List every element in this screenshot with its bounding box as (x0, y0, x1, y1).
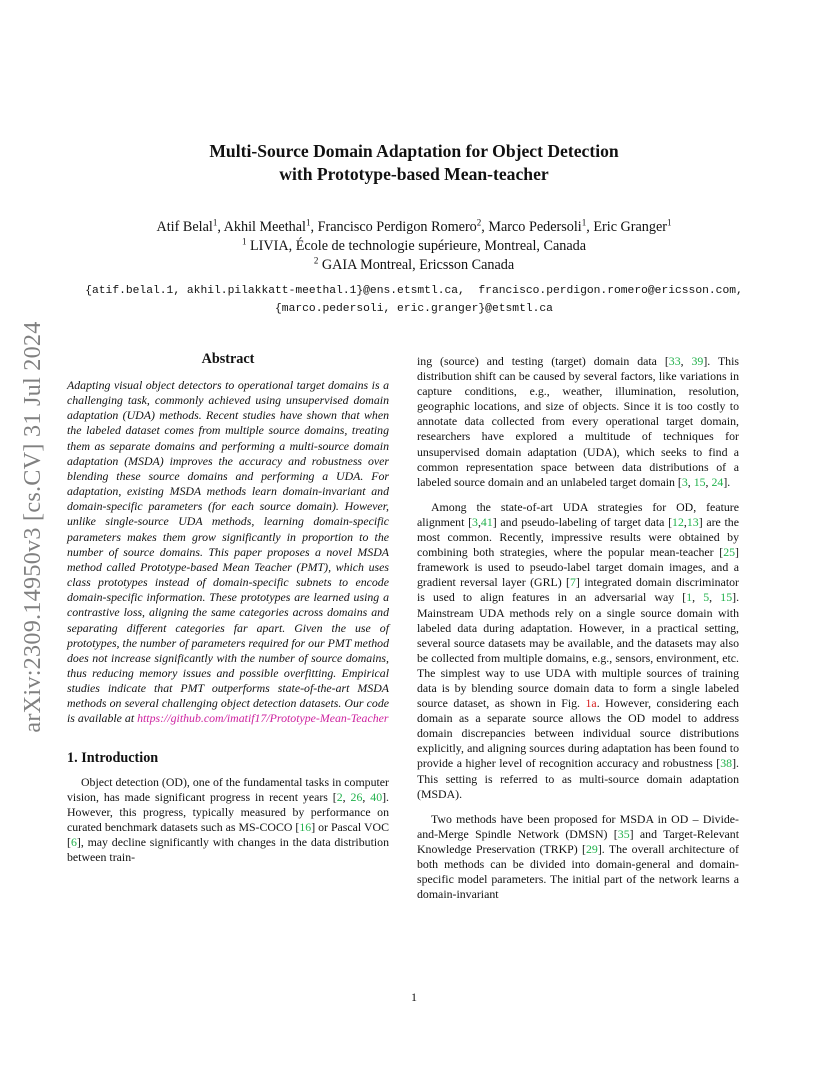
citation-link[interactable]: 7 (569, 575, 576, 590)
affiliation-2 (0, 256, 828, 275)
arxiv-stamp (16, 296, 50, 758)
citation-link[interactable]: 33 (668, 354, 681, 368)
citation-link[interactable]: 15 (720, 590, 733, 605)
affiliation-mark: 2 (313, 255, 319, 266)
citation-link[interactable]: 40 (370, 789, 383, 804)
author-name: Marco Pedersoli (488, 219, 582, 235)
code-link[interactable]: https://github.com/imatif17/Prototype-Mean-Teacher (137, 711, 389, 726)
affiliation-mark: 1 (241, 236, 247, 247)
citation-link[interactable]: 6 (70, 834, 77, 849)
citation-link[interactable]: 3 (472, 514, 478, 529)
citation-link[interactable]: 26 (350, 789, 363, 804)
author-block (0, 218, 828, 275)
citation-link[interactable]: 3 (681, 474, 688, 489)
title-line-2: with Prototype-based Mean-teacher (279, 164, 549, 184)
citation-link[interactable]: 38 (720, 756, 733, 771)
citation-link[interactable]: 25 (723, 545, 736, 560)
citation-link[interactable]: 41 (480, 514, 493, 529)
citation-link[interactable]: 13 (686, 514, 699, 529)
page-number: 1 (411, 990, 417, 1004)
author-affiliation-mark: 1 (212, 217, 218, 228)
citation-link[interactable]: 29 (585, 841, 598, 856)
citation-link[interactable]: 35 (617, 826, 630, 841)
email-block (0, 282, 828, 318)
citation-link[interactable]: 39 (691, 354, 704, 368)
affiliation-text: GAIA Montreal, Ericsson Canada (321, 257, 515, 273)
author-name: Akhil Meethal (223, 219, 306, 235)
figure-reference-link[interactable]: 1a (585, 696, 597, 711)
citation-link[interactable]: 1 (686, 590, 693, 605)
citation-link[interactable]: 12 (672, 514, 684, 529)
citation-link[interactable]: 5 (703, 590, 710, 605)
citation-link[interactable]: 24 (711, 474, 724, 489)
author-list: Atif Belal$^1$, Akhil Meethal$^1$, Francisco Perdigon Romero$^2$, Marco Pedersoli$^1$, Eric Granger$^1$ (156, 217, 672, 235)
intro-paragraph-2: ing (source) and testing (target) domain data [33, 39]. This distribution shift can be caused by several factors, like variations in capture conditions, e.g., weather, illumination, resolution, geographic locations, and size of objects. Since it is too costly to annotate data collected from every operational target domain, researchers have explored a multitude of techniques for unsupervised domain adaptation (UDA), which seeks to find a common representation space between data distributions of a labeled source domain and an unlabeled target domain [3, 15, 24]. (417, 354, 739, 489)
intro-paragraph-3: Among the state-of-art UDA strategies for OD, feature alignment [3,41] and pseudo-labeling of target data [12,13] are the most common. Recently, impressive results were obtained by combining both strategies, where the popular mean-teacher [25] framework is used to pseudo-label target domain images, and a gradient reversal layer (GRL) [7] integrated domain discriminator is used to align features in an adversarial way [1, 5, 15]. Mainstream UDA methods rely on a single source domain with labeled data during adaptation. However, in a practical setting, several source datasets may be available, and the datasets may also be collected from multiple domains, e.g., sensors, environment, etc. The simplest way to use UDA with multiple sources of training data is by blending source domain data to form a single labeled source dataset, as shown in Fig. 1a. However, considering each domain as a separate source allows the OD model to address domain discrepancies between individual source distributions explicitly, and aligning sources during adaptation has been found to provide a higher level of recognition accuracy and robustness [38]. This setting is referred to as multi-source domain adaptation (MSDA). (417, 499, 740, 801)
email-line-1: {atif.belal.1, akhil.pilakkatt-meethal.1}@ens.etsmtl.ca, francisco.perdigon.romero@ericsson.com, (85, 285, 743, 297)
citation-link[interactable]: 15 (693, 474, 706, 489)
author-affiliation-mark: 1 (667, 217, 672, 228)
section-heading-introduction: 1. Introduction (67, 749, 159, 766)
intro-paragraph-4: Two methods have been proposed for MSDA in OD – Divide-and-Merge Spindle Network (DMSN) [35] and Target-Relevant Knowledge Preservation (TRKP) [29]. The overall architecture of both methods can be divided into domain-general and domain-specific model parameters. The initial part of the network learns a domain-invariant (417, 811, 740, 902)
abstract-heading: Abstract (201, 351, 255, 367)
email-line-2: {marco.pedersoli, eric.granger}@etsmtl.ca (275, 303, 553, 315)
author-affiliation-mark: 1 (306, 217, 311, 228)
abstract-text (67, 378, 389, 727)
left-column (67, 350, 389, 865)
arxiv-stamp-text: arXiv:2309.14950v3 [cs.CV] 31 Jul 2024 (19, 321, 46, 733)
abstract-body: Adapting visual object detectors to operational target domains is a challenging task, commonly achieved using unsupervised domain adaptation (UDA) methods. Recent studies have shown that when the labeled dataset comes from multiple source domains, treating them as separate domains and performing a multi-source domain adaptation (MSDA) improves the accuracy and robustness over blending these source domains and performing a UDA. For adaptation, existing MSDA methods learn domain-invariant and domain-specific parameters (for each source domain). However, unlike single-source UDA methods, learning domain-specific parameters makes them grow significantly in proportion to the number of source domains. This paper proposes a novel MSDA method called Prototype-based Mean Teacher (PMT), which uses class prototypes instead of domain-specific subnets to encode domain-specific information. These prototypes are learned using a contrastive loss, aligning the same categories across domains and separating different categories far apart. Given the use of prototypes, the number of parameters required for our PMT method does not increase significantly with the number of source domains, thus reducing memory issues and possible overfitting. Empirical studies indicate that PMT outperforms state-of-the-art MSDA methods on several challenging object detection datasets. Our code is available at (67, 378, 389, 726)
right-column (417, 354, 739, 912)
intro-paragraph-1: Object detection (OD), one of the fundamental tasks in computer vision, has made significant progress in recent years [2, 26, 40]. However, this progress, typically measured by performance on curated benchmark datasets such as MS-COCO [16] or Pascal VOC [6], may decline significantly with changes in the data distribution between train- (67, 774, 390, 865)
title-line-1: Multi-Source Domain Adaptation for Object Detection (209, 141, 619, 161)
author-name: Atif Belal (156, 219, 213, 235)
author-name: Eric Granger (593, 219, 668, 235)
citation-link[interactable]: 16 (299, 819, 312, 834)
paper-title (0, 140, 828, 186)
author-affiliation-mark: 1 (581, 217, 587, 228)
author-name: Francisco Perdigon Romero (317, 219, 477, 235)
author-affiliation-mark: 2 (476, 217, 482, 228)
citation-link[interactable]: 2 (336, 789, 343, 804)
affiliation-1 (0, 237, 828, 256)
affiliation-text: LIVIA, École de technologie supérieure, Montreal, Canada (250, 238, 587, 254)
